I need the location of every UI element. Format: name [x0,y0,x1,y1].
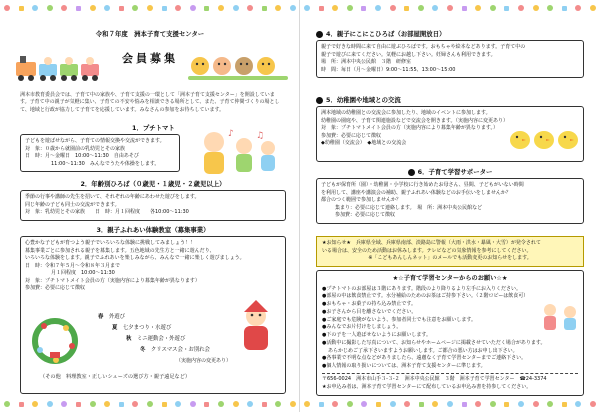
section-title [316,30,584,38]
season-label: 夏 [112,325,118,331]
line: ●ご家庭でも危険がないよう、参加者同士でも注意をお願いします。 [322,316,476,323]
line: ★お知らせ★ 兵庫県全域、兵庫県南部、淡路島に警報（大雨・洪水・暴風・大雪）が発令されて [322,240,541,246]
weather-warning-notice [316,236,584,267]
bottom-decoration-border [304,400,596,408]
child-christmas-illustration [230,300,282,358]
season-note: （実施内容の変更あり） [176,358,232,364]
line: あらかじめご了承下さいますようお願いします。ご都合の悪い方はお申し出下さい。 [328,347,518,354]
section-body [20,190,286,221]
line: 場 所：洲本中央公民館 ３階 研修室 [321,59,412,66]
top-decoration-border [4,4,296,12]
season-activity: 外遊び [108,314,125,320]
line: 参加費：必要に応じて徴収 [321,132,382,139]
section-marker-icon [316,97,323,104]
season-summer [112,325,171,332]
line: いろいろな体験をします。親子でふれあいを楽しみながら、みんなで一緒に楽しく遊びましょう。 [25,255,245,262]
section-title-text: 6．子育て学習サポーター [417,168,493,176]
address-line: 〒656-0024 洲本市山手３-３-２ 洲本中央公民館 ３階 洲本子育て学習センター ☎24-3374 [322,373,578,384]
section-title-text: 4．親子にこにこひろば（お部屋開放日） [326,30,446,38]
line: いる場合は、安全のため活動はお休みします。テレビなどの気象情報を参考にしてください。 [322,247,532,254]
line: 参加費：必要に応じて徴収 [25,285,86,292]
season-label: 秋 [126,336,132,342]
line: を利用して、講座や講演会の補助、親子ふれあい体験などのお手伝いをしませんか？ [321,189,511,196]
section-age-groups [20,180,286,221]
section-body [316,40,584,78]
chicks-illustration [506,120,582,152]
line: 時 間：毎日（月～金曜日）9:00～11:55、13:00～15:00 [321,66,456,73]
line: 募集事業ごとに参加される親子を募集します。五色地域の先生方と一緒に遊んだり、 [25,247,215,254]
line: 11:00～11:30 みんなでうたや体操をします。 [51,160,160,167]
line: 洲本地域の幼稚園との交流会に参加したり、地域のイベントに参加します。 [321,110,491,117]
line: ●プチトマトのお部屋は３階にあります。階段のより降りるより左手にお入りください。 [322,285,521,292]
line: 親子で好きな時間に来て自由に遊ぶひろばです。おもちゃや絵本などあります。子育て中の [321,44,526,51]
line: ●おもちゃ・お菓子の持ち込み禁止です。 [322,301,416,308]
section-title [316,168,584,176]
section-title-text: 5．幼稚園や地域との交流 [326,96,401,104]
application-note: ★お申込み者は、洲本子育て学習センターにて配布しているお申込み書を持参してください。 [322,383,532,390]
line: 日 時：令和７年５月～令和８年３月まで [25,262,121,269]
svg-text:♪: ♪ [228,129,234,139]
line: 対 象：乳幼児とその家族 日 時：月１回程度 各10:00～11:30 [25,209,189,216]
intro-text: 洲本市教育委員会では、子育て中の家族や、子育て支援の一環として「洲本子育て支援センター」を開設しています。子育て中の親子が気軽に集い、子育ての不安や悩みを相談できる場所として、また、子育て仲間づくりの場として、地域と行政が協力して子育てを応援しています。みなさんの参加をお待ちしています。 [20,92,280,113]
line: 対 象：０歳から就園前の乳幼児とその家族 [25,145,126,152]
line: ●各事業で不明な点などがありましたら、遠慮なく子育て学習センターまでご連絡下さい。 [322,355,527,362]
section-body [20,134,180,172]
section-body [316,178,584,224]
line: 対 象：プチトマトメイト会員の方（実施内容により募集年齢が異なります） [25,277,200,284]
line: 子どもを遊ばせながら、子育ての情報交換や交流ができます。 [25,138,165,145]
line: 月１回程度 10:00～11:30 [51,270,115,277]
section-title: 1．プチトマト [132,124,175,132]
season-autumn [126,336,185,343]
line: ●みんなでお片付けをしましょう。 [322,324,402,331]
season-activity: 七夕まつり・水遊び [122,325,172,331]
section-learning-supporter [316,168,584,224]
line: 心豊かな子どもが育つよう親子でいろいろな体験に挑戦してみましょう！！ [25,240,196,247]
line: 親子で遊びに来てください。気軽にお越し下さい。妊婦さんも利用できます。 [321,51,496,58]
top-decoration-border [304,4,596,12]
line: 同じ年齢の子ども同士の交流ができます。 [25,201,120,208]
line: 参加費：必要に応じて徴収 [335,212,396,219]
family-singing-illustration [190,126,284,178]
section-title [316,96,584,104]
right-page [300,0,600,412]
season-label: 冬 [140,347,146,353]
line: ●お子さんから目を離さないでください。 [322,308,417,315]
header-title: 令和７年度 洲本子育て支援センター [95,30,205,38]
line: ●活動中に撮影した写真について、お知らせやホームページに掲載させていただく場合があります。 [322,339,546,346]
wreath-illustration [26,312,84,370]
notice-title: ★☆子育て学習センターからのお願い☆★ [392,275,508,282]
section-marker-icon [408,169,415,176]
line: ●部屋の中は飲食禁止です。水分補給のためのお茶はご持参下さい。（２階ロビーは飲食可） [322,293,529,300]
bottom-decoration-border [4,400,296,408]
line: 都合のつく範囲で参加しませんか？ [321,197,402,204]
children-playing-illustration [538,300,584,336]
section-marker-icon [316,31,323,38]
line: ●個人情報の取り扱いについては、洲本子育て支援センターに準じます。 [322,363,486,370]
section-nikoniko-hiroba [316,30,584,78]
season-spring [98,314,125,321]
line: 幼稚園の園庭や、子育て関連施設などで交流会を開きます。（実施内容に変更あり） [321,117,509,124]
line: ※「こどもあんしんネット」のメールでも活動変更のお知らせをします。 [368,255,532,261]
line: ●下の子を一人遊ばせないようにお願いします。 [322,332,431,339]
section-title: 2．年齢別ひろば（０歳児・１歳児・２歳児以上） [80,180,226,188]
line: 季節の行事や講師の先生を招いて、それぞれの年齢にあわせた遊びをします。 [25,194,200,201]
season-winter [140,347,210,354]
season-label: 春 [98,314,104,320]
line: 集まり：必要に応じて連絡します。 場 所：洲本中央公民館など [335,204,483,211]
line: 子どもが保育所（園）・幼稚園・小学校に行き始めたお母さん、昼間、子どもがいない時間 [321,182,524,189]
line: ◆幼稚園（交流会） ◆地域との交流会 [321,140,407,147]
train-illustration [14,52,116,82]
section-title: 3．親子ふれあい体験教室（募集事業） [96,226,210,234]
season-activity: クリスマス会・お別れ会 [150,347,210,353]
line: 対 象：プチトマトメイト会員の方（実施内容により募集年齢が異なります。） [321,125,498,132]
line: 日 時：月～金曜日 10:00～11:30 自由あそび [25,153,139,160]
recruit-title: 会員募集 [122,52,178,65]
svg-text:♫: ♫ [256,131,265,141]
mascot-illustration [188,52,288,82]
section-footer-note: （その他 料理教室・正しいシューズの選び方・親子遠足など） [40,374,191,380]
season-activity: ミニ運動会・外遊び [136,336,186,342]
